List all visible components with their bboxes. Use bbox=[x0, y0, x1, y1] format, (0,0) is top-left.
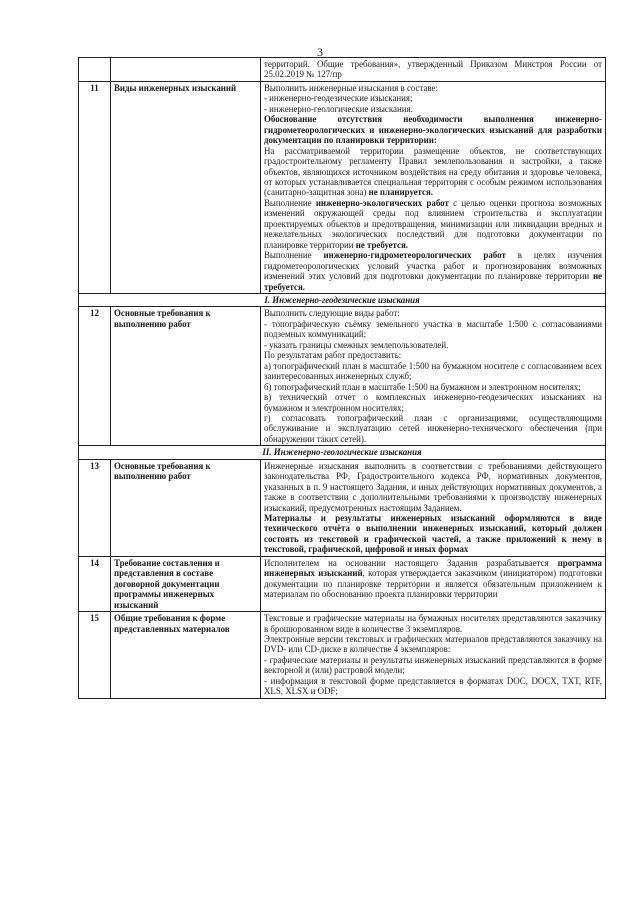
paragraph: г) согласовать топографический план с организациями, осуществляющими обслуживание и эксплуатацию сетей инженерно-технического обеспечения (при обнаружении таких сетей). bbox=[264, 412, 602, 444]
row-number-cell: 13 bbox=[79, 459, 111, 556]
text-run: , которая утверждается заказчиком (инициатором) подготовки документации по планировке территории и является обязательным приложением к материалам по обоснованию проекта планировки территории bbox=[264, 568, 603, 600]
row-number-cell: 12 bbox=[79, 307, 111, 446]
table-row-11 bbox=[79, 81, 606, 293]
page-number: 3 bbox=[317, 45, 323, 59]
requirements-table bbox=[78, 57, 606, 699]
row-number-cell bbox=[79, 58, 111, 82]
row-name-cell: Виды инженерных изысканий bbox=[111, 81, 261, 293]
bold-paragraph: Обоснование отсутствия необходимости выполнения инженерно-гидрометеорологических и инженерно-экологических изысканий для разработки документации по планировки территории: bbox=[264, 114, 602, 146]
table-row-13 bbox=[79, 459, 606, 556]
row-number-cell: 14 bbox=[79, 556, 111, 611]
bold-run: не требуется. bbox=[355, 239, 408, 250]
bold-run: не требуется. bbox=[264, 271, 602, 292]
text-run: в целях изучения гидрометеорологических условий участка работ и прогнозирования возможных изменений этих условий для подготовки документации по планировке территории bbox=[264, 250, 602, 282]
paragraph bbox=[264, 198, 602, 250]
bold-run: не планируется. bbox=[368, 187, 433, 198]
section-heading: I. Инженерно-геодезические изыскания bbox=[79, 293, 606, 306]
bold-paragraph: Материалы и результаты инженерных изысканий оформляются в виде технического отчёта о выполнении инженерных изысканий, который должен состоять из текстовой и графической частей, а также приложений к нему в текстовой, графической, цифровой и иных формах bbox=[264, 513, 602, 555]
row-text-cell bbox=[261, 81, 606, 293]
row-number-cell: 15 bbox=[79, 612, 111, 699]
text-run: Исполнителем на основании настоящего Задания разрабатывается bbox=[264, 557, 558, 568]
row-text-cell bbox=[261, 58, 606, 82]
paragraph: Выполнить инженерные изыскания в составе: bbox=[264, 82, 438, 93]
paragraph bbox=[264, 146, 602, 198]
paragraph bbox=[264, 250, 602, 292]
paragraph: Текстовые и графические материалы на бумажных носителях представляются заказчику в брошюрованном виде в количестве 3 экземпляров. bbox=[264, 613, 602, 634]
paragraph: - топографическую съёмку земельного участка в масштабе 1:500 с согласованиями подземных коммуникаций; bbox=[264, 318, 602, 340]
text-run: Выполнение bbox=[264, 250, 324, 261]
paragraph: б) топографический план в масштабе 1:500 на бумажном и электронном носителях; bbox=[264, 381, 581, 392]
text-run: На рассматриваемой территории размещение объектов, не соответствующих градостроительному регламенту Правил землепользования и застройки, а также объектов, являющихся источником воздействия на среду обитания и здоровье человека, от которых устанавливается специальная территория с особым режимом использования (санитарно-защитная зона) bbox=[264, 145, 602, 198]
paragraph: Инженерные изыскания выполнить в соответствии с требованиями действующего законодательства РФ, Градостроительного кодекса РФ, нормативных документов, указанных в п. 9 настоящего Задания, и иных действующих нормативных документов, а также в соответствии с дополнительными требованиями к производству инженерных изысканий, предусмотренных настоящим Заданием. bbox=[264, 460, 602, 513]
row-text-cell bbox=[261, 307, 606, 446]
paragraph: - инженерно-геологические изыскания. bbox=[264, 103, 413, 114]
paragraph bbox=[264, 558, 602, 600]
paragraph: Электронные версии текстовых и графических материалов представляются заказчику на DVD- или CD-диске в количестве 4 экземпляров: bbox=[264, 634, 602, 655]
paragraph: - инженерно-геодезические изыскания; bbox=[264, 93, 413, 104]
paragraph: По результатам работ предоставить: bbox=[264, 350, 402, 361]
row-text-cell bbox=[261, 612, 606, 699]
paragraph: в) технический отчет о комплексных инженерно-геодезических изысканиях на бумажном и электронном носителях; bbox=[264, 392, 602, 413]
paragraph: - информация в текстовой форме представляется в форматах DOC, DOCX, TXT, RTF, XLS, XLSX и ODF; bbox=[264, 675, 602, 697]
bold-run: программа инженерных изысканий bbox=[264, 557, 602, 579]
row-number-cell: 11 bbox=[79, 81, 111, 293]
table-row-continued bbox=[79, 58, 606, 82]
row-name-cell: Требование составления и представления в составе договорной документации программы инженерных изысканий bbox=[111, 556, 261, 611]
paragraph: - указать границы смежных землепользователей. bbox=[264, 339, 449, 350]
table-row-14 bbox=[79, 556, 606, 611]
text-run: Выполнение bbox=[264, 197, 316, 208]
section-heading-row bbox=[79, 446, 606, 459]
row-text-cell bbox=[261, 459, 606, 556]
section-heading-row bbox=[79, 293, 606, 306]
row-name-cell: Общие требования к форме представленных материалов bbox=[111, 612, 261, 699]
paragraph: - графические материалы и результаты инженерных изысканий представляются в форме векторной и (или) растровой модели; bbox=[264, 654, 602, 676]
paragraph: территорий. Общие требования», утвержденный Приказом Минстроя России от 25.02.2019 № 127/пр bbox=[264, 59, 602, 80]
paragraph: Выполнить следующие виды работ: bbox=[264, 308, 400, 319]
bold-run: инженерно-гидрометеорологических работ bbox=[323, 250, 506, 261]
bold-run: инженерно-экологических работ bbox=[315, 197, 449, 208]
table-row-15 bbox=[79, 612, 606, 699]
section-heading: II. Инженерно-геологические изыскания bbox=[79, 446, 606, 459]
paragraph: а) топографический план в масштабе 1:500 на бумажном носителе с согласованием всех заинтересованных инженерных служб; bbox=[264, 360, 602, 382]
row-name-cell bbox=[111, 58, 261, 82]
row-name-cell: Основные требования к выполнению работ bbox=[111, 307, 261, 446]
row-name-cell: Основные требования к выполнению работ bbox=[111, 459, 261, 556]
table-row-12 bbox=[79, 307, 606, 446]
row-text-cell bbox=[261, 556, 606, 611]
text-run: с целью оценки прогноза возможных изменений окружающей среды под влиянием строительства и эксплуатации проектируемых объектов и предотвращения, минимизации или ликвидации вредных и нежелательных экологических последствий для подготовки документации по планировке территории bbox=[264, 197, 602, 250]
